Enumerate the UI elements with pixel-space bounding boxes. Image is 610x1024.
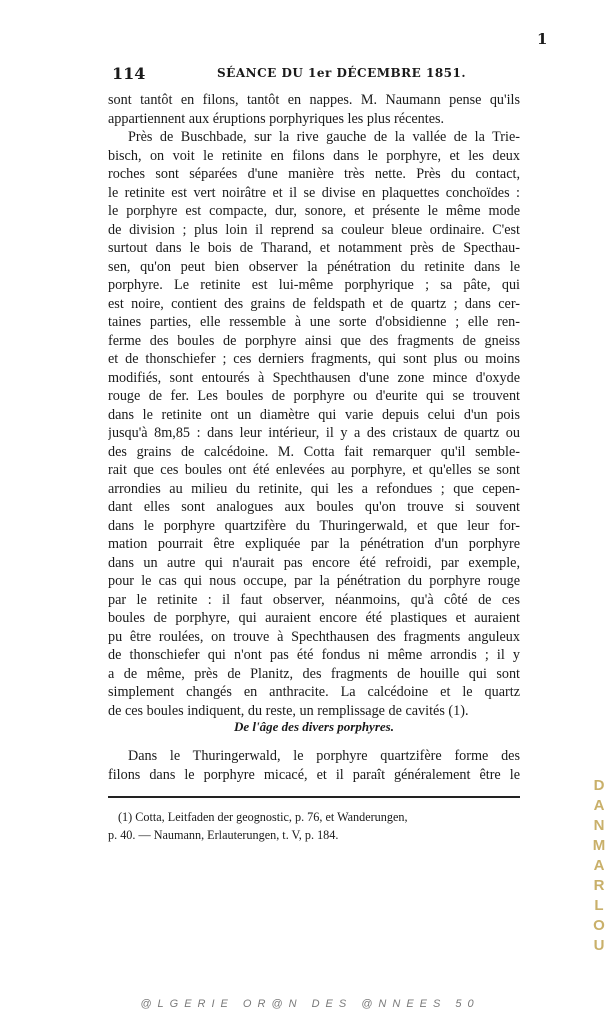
text-line: dans le retinite ont un diamètre qui varie depuis celui d'un pois [108,406,520,423]
running-title: SÉANCE DU 1er DÉCEMBRE 1851. [217,66,467,80]
page-number: 114 [112,64,146,83]
text-line: dans le porphyre quartzifère du Thuringerwald, et que leur for- [108,517,520,534]
text-line: de ces boules indiquent, du reste, un remplissage de cavités (1). [108,702,469,719]
text-line: rait que ces boules ont été enlevées au porphyre, et qu'elles se sont [108,462,520,478]
text-line: taines parties, elle ressemble à une sorte d'obsidienne ; elle ren- [108,314,520,330]
text-line: et de thonschiefer ; ces derniers fragments, qui sont plus ou moins [108,351,520,367]
text-line: le retinite est vert noirâtre et il se divise en plaquettes conchoïdes : [108,184,520,201]
body-text-block-2 [108,747,520,784]
text-line: dant elles sont analogues aux boules qu'on trouve si souvent [108,499,520,515]
text-line: porphyre. Le retinite est lui-même porphyrique ; sa pâte, qui [108,277,520,293]
text-line: roches sont séparées d'une manière très nette. Près du contact, [108,166,520,182]
text-line: Dans le Thuringerwald, le porphyre quartzifère forme des [128,748,520,764]
text-line: modifiés, sont entourés à Spechthausen d'une zone mince d'oxyde [108,369,520,386]
text-line: rouge de fer. Les boules de porphyre ou d'eurite qui se trouvent [108,388,520,404]
text-line: boules de porphyre, qui auraient encore été plastiques et auraient [108,610,520,626]
page-header [112,64,522,84]
text-line: des grains de calcédoine. M. Cotta fait remarquer qu'il semble- [108,443,520,460]
page-corner-mark: 1 [537,30,548,48]
text-line: appartiennent aux éruptions porphyriques les plus récentes. [108,110,445,127]
footnote-divider [108,796,520,798]
text-line: jusqu'à 8m,85 : dans leur intérieur, il y a des cristaux de quartz ou [108,425,520,441]
text-line: sen, qu'on peut bien observer la pénétration du retinite dans le [108,258,520,275]
text-line: de thonschiefer qui n'ont pas été fondus ni même arrondis ; il y [108,647,520,663]
text-line: le porphyre est compacte, dur, sonore, et présente le même mode [108,203,520,219]
text-line: a de même, près de Planitz, des fragments de houille qui sont [108,665,520,682]
text-line: surtout dans le bois de Tharand, et notamment près de Specthau- [108,240,520,256]
section-heading: De l'âge des divers porphyres. [234,719,394,734]
bottom-watermark: @LGERIE OR@N DES @NNEES 50 [140,998,480,1010]
text-line: pour le cas qui nous occupe, par la pénétration du porphyre rouge [108,573,520,589]
footnotes [108,808,520,844]
footnote-line: p. 40. — Naumann, Erlauterungen, t. V, p. 184. [108,828,339,842]
footnote-line: (1) Cotta, Leitfaden der geognostic, p. 76, et Wanderungen, [118,810,408,824]
text-line: simplement changés en anthracite. La calcédoine et le quartz [108,684,520,700]
text-line: est noire, contient des grains de feldspath et de quartz ; dans cer- [108,295,520,312]
text-line: de division ; plus loin il reprend sa couleur bleue ordinaire. C'est [108,221,520,238]
text-line: Près de Buschbade, sur la rive gauche de la vallée de la Trie- [128,129,520,145]
text-line: filons dans le porphyre micacé, et il paraît généralement être le [108,766,520,783]
text-line: dans un autre qui n'aurait pas encore été refroidi, par exemple, [108,554,520,571]
text-line: par le retinite : il faut observer, néanmoins, qu'à côté de ces [108,591,520,608]
body-text-block-1 [108,91,520,720]
text-line: mation pourrait être expliquée par la pénétration d'un porphyre [108,536,520,552]
text-line: arrondies au milieu du retinite, qui les a refondues ; que cepen- [108,480,520,497]
text-line: pu être roulées, on trouve à Spechthausen des fragments anguleux [108,628,520,645]
vertical-watermark: DANMARLOU [592,777,606,954]
text-line: ferme des boules de porphyre ainsi que des fragments de gneiss [108,332,520,349]
text-line: sont tantôt en filons, tantôt en nappes. M. Naumann pense qu'ils [108,92,520,108]
text-line: bisch, on voit le retinite en filons dans le porphyre, et les deux [108,147,520,164]
